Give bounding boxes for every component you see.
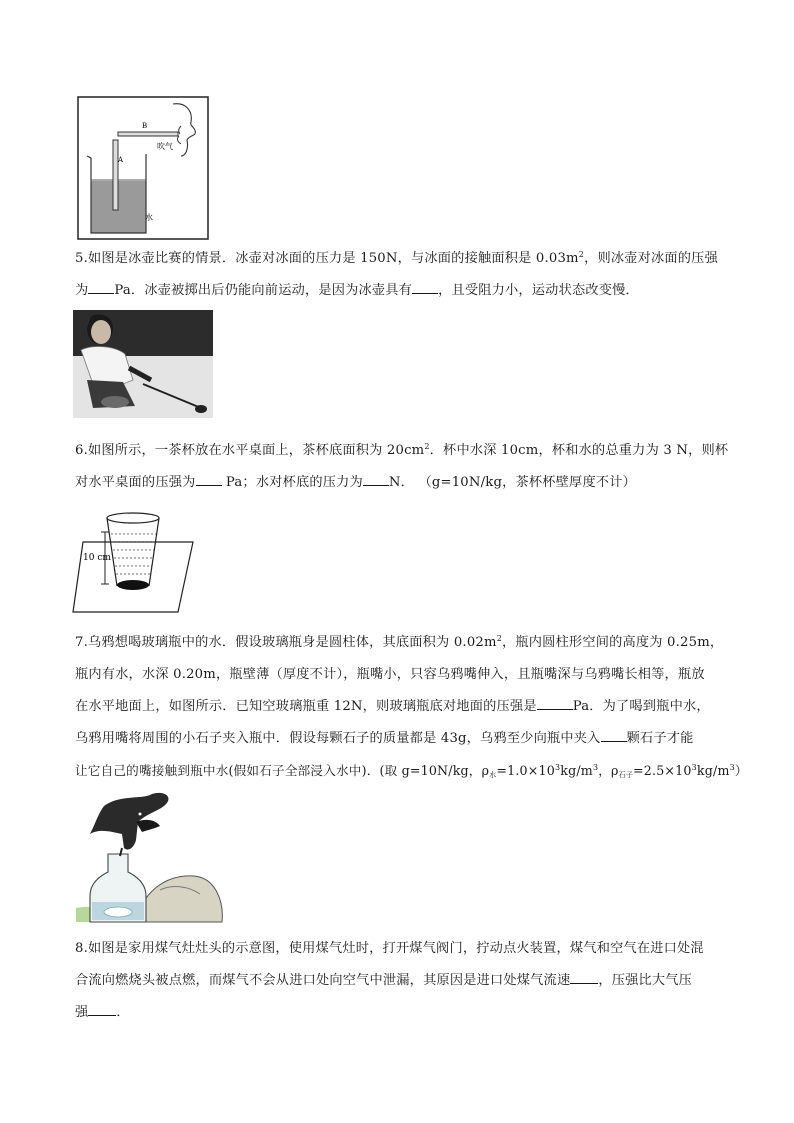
answer-blank[interactable] — [537, 695, 573, 710]
q6-line-1: 6.如图所示，一茶杯放在水平桌面上，茶杯底面积为 $20cm^2$．杯中水深 10cm，杯和水的总重力为 3 N，则杯 — [75, 442, 729, 458]
label-b: B — [142, 122, 148, 130]
straw-experiment-figure — [77, 96, 209, 240]
q7-line-5: 让它自己的嘴接触到瓶中水(假如石子全部浸入水中)．(取 g=10N/kg，$\rho_水=1.0\times 10^3kg/m^3$，$\rho_{石子}=2.5\times 10^3kg/m^3$） — [75, 763, 748, 779]
depth-label: 10 cm — [83, 553, 111, 563]
question-6 — [75, 435, 729, 499]
question-5 — [75, 243, 725, 307]
q7-line-4: 乌鸦用嘴将周围的小石子夹入瓶中．假设每颗石子的质量都是 43g，乌鸦至少向瓶中夹入 颗石子才能 — [75, 723, 725, 755]
q8-line-2: 合流向燃烧头被点燃，而煤气不会从进口处向空气中泄漏，其原因是进口处煤气流速 ，压强比大气压 — [75, 965, 725, 997]
question-7 — [75, 627, 748, 787]
q8-line-3: 强 ． — [75, 997, 725, 1029]
answer-blank[interactable] — [88, 279, 114, 294]
answer-blank[interactable] — [88, 1001, 116, 1016]
crow-bottle-figure — [76, 792, 224, 926]
question-8 — [75, 933, 725, 1029]
curling-photo — [73, 310, 213, 418]
answer-blank[interactable] — [363, 471, 389, 486]
label-blow: 吹气 — [157, 142, 173, 151]
q7-line-3: 在水平地面上，如图所示．已知空玻璃瓶重 12N，则玻璃瓶底对地面的压强是 Pa．为了喝到瓶中水， — [75, 691, 725, 723]
q5-line-2: 为 Pa．冰壶被掷出后仍能向前运动，是因为冰壶具有 ，且受阻力小，运动状态改变慢． — [75, 275, 725, 307]
answer-blank[interactable] — [412, 279, 438, 294]
q6-line-2: 对水平桌面的压强为 Pa；水对杯底的压力为 N． （g=10N/kg，茶杯杯壁厚度不计） — [75, 467, 725, 499]
q7-line-1: 7.乌鸦想喝玻璃瓶中的水．假设玻璃瓶身是圆柱体，其底面积为 $0.02m^2$，瓶内圆柱形空间的高度为 0.25m， — [75, 634, 724, 650]
label-water: 水 — [145, 213, 153, 222]
label-a: A — [118, 156, 124, 164]
answer-blank[interactable] — [601, 727, 627, 742]
answer-blank[interactable] — [196, 471, 222, 486]
q5-line-1: 5.如图是冰壶比赛的情景．冰壶对冰面的压力是 150N，与冰面的接触面积是 $0.03m^2$，则冰壶对冰面的压强 — [75, 250, 718, 266]
tea-cup-figure — [70, 508, 196, 614]
answer-blank[interactable] — [570, 969, 598, 984]
q7-line-2: 瓶内有水，水深 0.20m，瓶壁薄（厚度不计），瓶嘴小，只容乌鸦嘴伸入，且瓶嘴深与乌鸦嘴长相等，瓶放 — [75, 667, 705, 682]
q8-line-1: 8.如图是家用煤气灶灶头的示意图，使用煤气灶时，打开煤气阀门，拧动点火装置，煤气和空气在进口处混 — [75, 941, 704, 956]
